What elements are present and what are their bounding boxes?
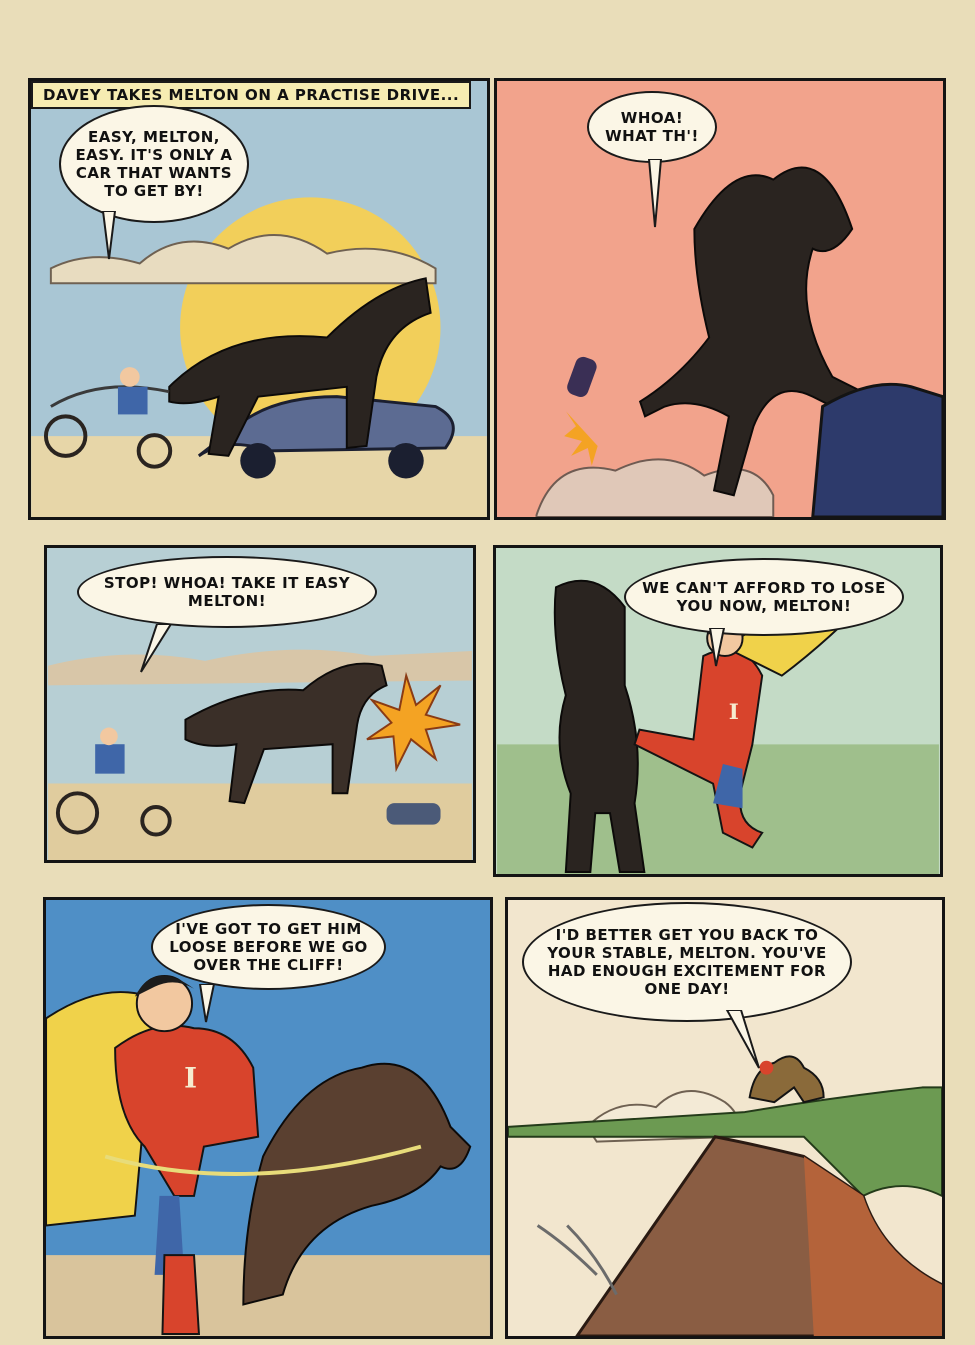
- speech-balloon: STOP! WHOA! TAKE IT EASY MELTON!: [77, 556, 377, 628]
- panel-6: [505, 897, 945, 1339]
- svg-text:I: I: [728, 699, 739, 725]
- speech-balloon: I'D BETTER GET YOU BACK TO YOUR STABLE, MELTON. YOU'VE HAD ENOUGH EXCITEMENT FOR ONE DAY!: [522, 902, 852, 1022]
- panel-2: [494, 78, 946, 520]
- panel-2-art: [497, 81, 943, 517]
- narration-caption: DAVEY TAKES MELTON ON A PRACTISE DRIVE...: [31, 81, 471, 109]
- panel-4: [493, 545, 943, 877]
- balloon-tail: [647, 159, 677, 229]
- speech-balloon: WE CAN'T AFFORD TO LOSE YOU NOW, MELTON!: [624, 558, 904, 636]
- balloon-tail: [196, 984, 226, 1024]
- panel-3: [44, 545, 476, 863]
- balloon-tail: [723, 1010, 763, 1070]
- speech-balloon: I'VE GOT TO GET HIM LOOSE BEFORE WE GO OVER THE CLIFF!: [151, 904, 386, 990]
- speech-balloon: WHOA! WHAT TH'!: [587, 91, 717, 163]
- balloon-tail: [706, 628, 736, 668]
- balloon-tail: [137, 624, 177, 674]
- speech-balloon: EASY, MELTON, EASY. IT'S ONLY A CAR THAT WANTS TO GET BY!: [59, 105, 249, 223]
- balloon-tail: [101, 211, 141, 261]
- panel-5: [43, 897, 493, 1339]
- svg-text:I: I: [184, 1061, 198, 1095]
- panel-1: [28, 78, 490, 520]
